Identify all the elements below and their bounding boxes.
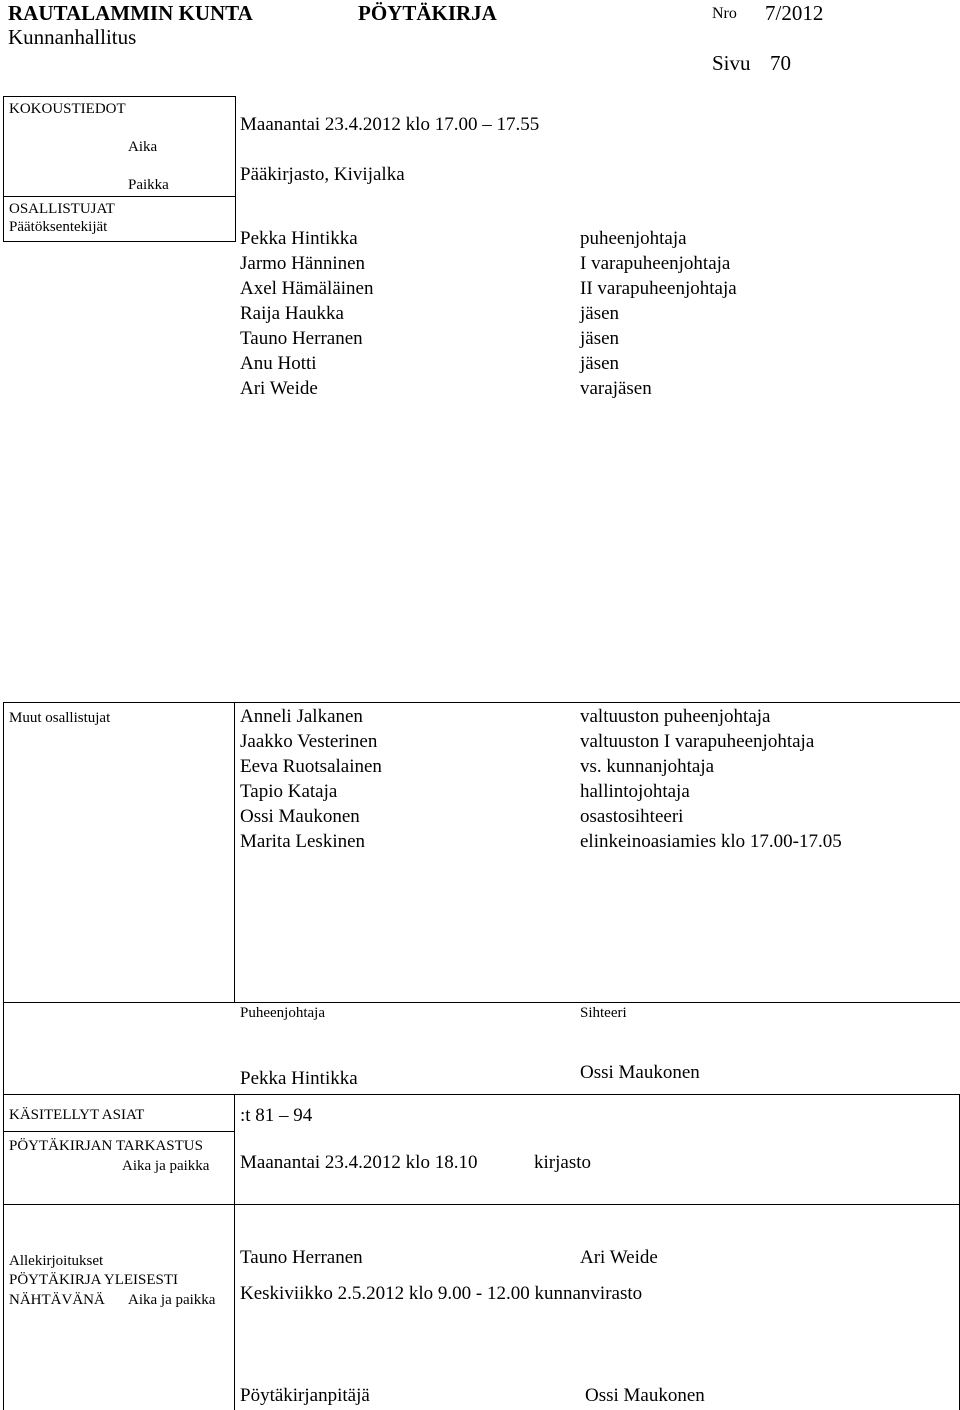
left-col-divider-1 — [234, 1094, 235, 1204]
member-role: puheenjohtaja — [580, 228, 687, 249]
member-name: Tauno Herranen — [240, 328, 363, 349]
member-role: jäsen — [580, 328, 620, 349]
secretary-name: Ossi Maukonen — [580, 1062, 700, 1083]
other-role: valtuuston I varapuheenjohtaja — [580, 731, 815, 752]
place-label: Paikka — [128, 177, 169, 193]
member-name: Anu Hotti — [240, 353, 317, 374]
others-label: Muut osallistujat — [9, 710, 111, 726]
other-role: elinkeinoasiamies klo 17.00-17.05 — [580, 831, 842, 852]
others-top-line — [234, 702, 960, 703]
member-role: jäsen — [580, 353, 620, 374]
member-role: varajäsen — [580, 378, 652, 399]
member-name: Axel Hämäläinen — [240, 278, 374, 299]
handled-label: KÄSITELLYT ASIAT — [9, 1107, 145, 1123]
left-col-divider-2 — [234, 1204, 235, 1410]
decision-makers-label: Päätöksentekijät — [9, 219, 108, 235]
signature-bottom — [3, 1094, 959, 1095]
other-name: Ossi Maukonen — [240, 806, 360, 827]
municipality-name: RAUTALAMMIN KUNTA — [8, 1, 253, 25]
reviewer-name-2: Ari Weide — [580, 1247, 658, 1268]
signature-box — [3, 1002, 960, 1095]
place-value: Pääkirjasto, Kivijalka — [240, 164, 405, 185]
review-bottom — [3, 1204, 959, 1205]
member-name: Raija Haukka — [240, 303, 344, 324]
participants-section-label: OSALLISTUJAT — [9, 201, 115, 217]
review-label: PÖYTÄKIRJAN TARKASTUS — [9, 1138, 203, 1154]
other-role: hallintojohtaja — [580, 781, 690, 802]
handled-value: :t 81 – 94 — [240, 1105, 313, 1126]
chair-label: Puheenjohtaja — [240, 1005, 325, 1021]
member-role: jäsen — [580, 303, 620, 324]
other-role: osastosihteeri — [580, 806, 684, 827]
other-name: Eeva Ruotsalainen — [240, 756, 382, 777]
member-role: I varapuheenjohtaja — [580, 253, 731, 274]
reviewers-label: Allekirjoitukset — [9, 1253, 104, 1269]
member-name: Ari Weide — [240, 378, 318, 399]
other-role: vs. kunnanjohtaja — [580, 756, 715, 777]
review-place: kirjasto — [534, 1152, 591, 1173]
left-col-edge-1 — [3, 1094, 4, 1204]
public-sub-label: Aika ja paikka — [128, 1292, 216, 1308]
nro-value: 7/2012 — [765, 1, 824, 25]
nro-label: Nro — [712, 5, 737, 22]
member-name: Pekka Hintikka — [240, 228, 358, 249]
box-divider — [3, 196, 236, 197]
public-label-2: NÄHTÄVÄNÄ — [9, 1292, 105, 1308]
public-label-1: PÖYTÄKIRJA YLEISESTI — [9, 1272, 179, 1288]
other-name: Marita Leskinen — [240, 831, 366, 852]
other-name: Tapio Kataja — [240, 781, 338, 802]
reviewer-name-1: Tauno Herranen — [240, 1247, 363, 1268]
others-box — [3, 702, 235, 1003]
other-role: valtuuston puheenjohtaja — [580, 706, 771, 727]
document-type: PÖYTÄKIRJA — [358, 1, 497, 25]
other-name: Jaakko Vesterinen — [240, 731, 378, 752]
secretary-label: Sihteeri — [580, 1005, 627, 1021]
body-name: Kunnanhallitus — [8, 25, 137, 49]
others-box-right — [234, 702, 235, 1002]
public-value: Keskiviikko 2.5.2012 klo 9.00 - 12.00 kunnanvirasto — [240, 1283, 643, 1304]
page-value: 70 — [770, 51, 791, 75]
time-label: Aika — [128, 139, 158, 155]
review-value: Maanantai 23.4.2012 klo 18.10 — [240, 1152, 478, 1173]
member-name: Jarmo Hänninen — [240, 253, 366, 274]
other-name: Anneli Jalkanen — [240, 706, 363, 727]
chair-name: Pekka Hintikka — [240, 1068, 358, 1089]
time-value: Maanantai 23.4.2012 klo 17.00 – 17.55 — [240, 114, 540, 135]
review-sub-label: Aika ja paikka — [122, 1158, 210, 1174]
left-col-edge-2 — [3, 1204, 4, 1410]
keeper-name: Ossi Maukonen — [585, 1385, 705, 1406]
member-role: II varapuheenjohtaja — [580, 278, 737, 299]
handled-bottom — [3, 1131, 234, 1132]
page-label: Sivu — [712, 51, 751, 75]
meeting-section-label: KOKOUSTIEDOT — [9, 101, 126, 117]
keeper-label: Pöytäkirjanpitäjä — [240, 1385, 370, 1406]
